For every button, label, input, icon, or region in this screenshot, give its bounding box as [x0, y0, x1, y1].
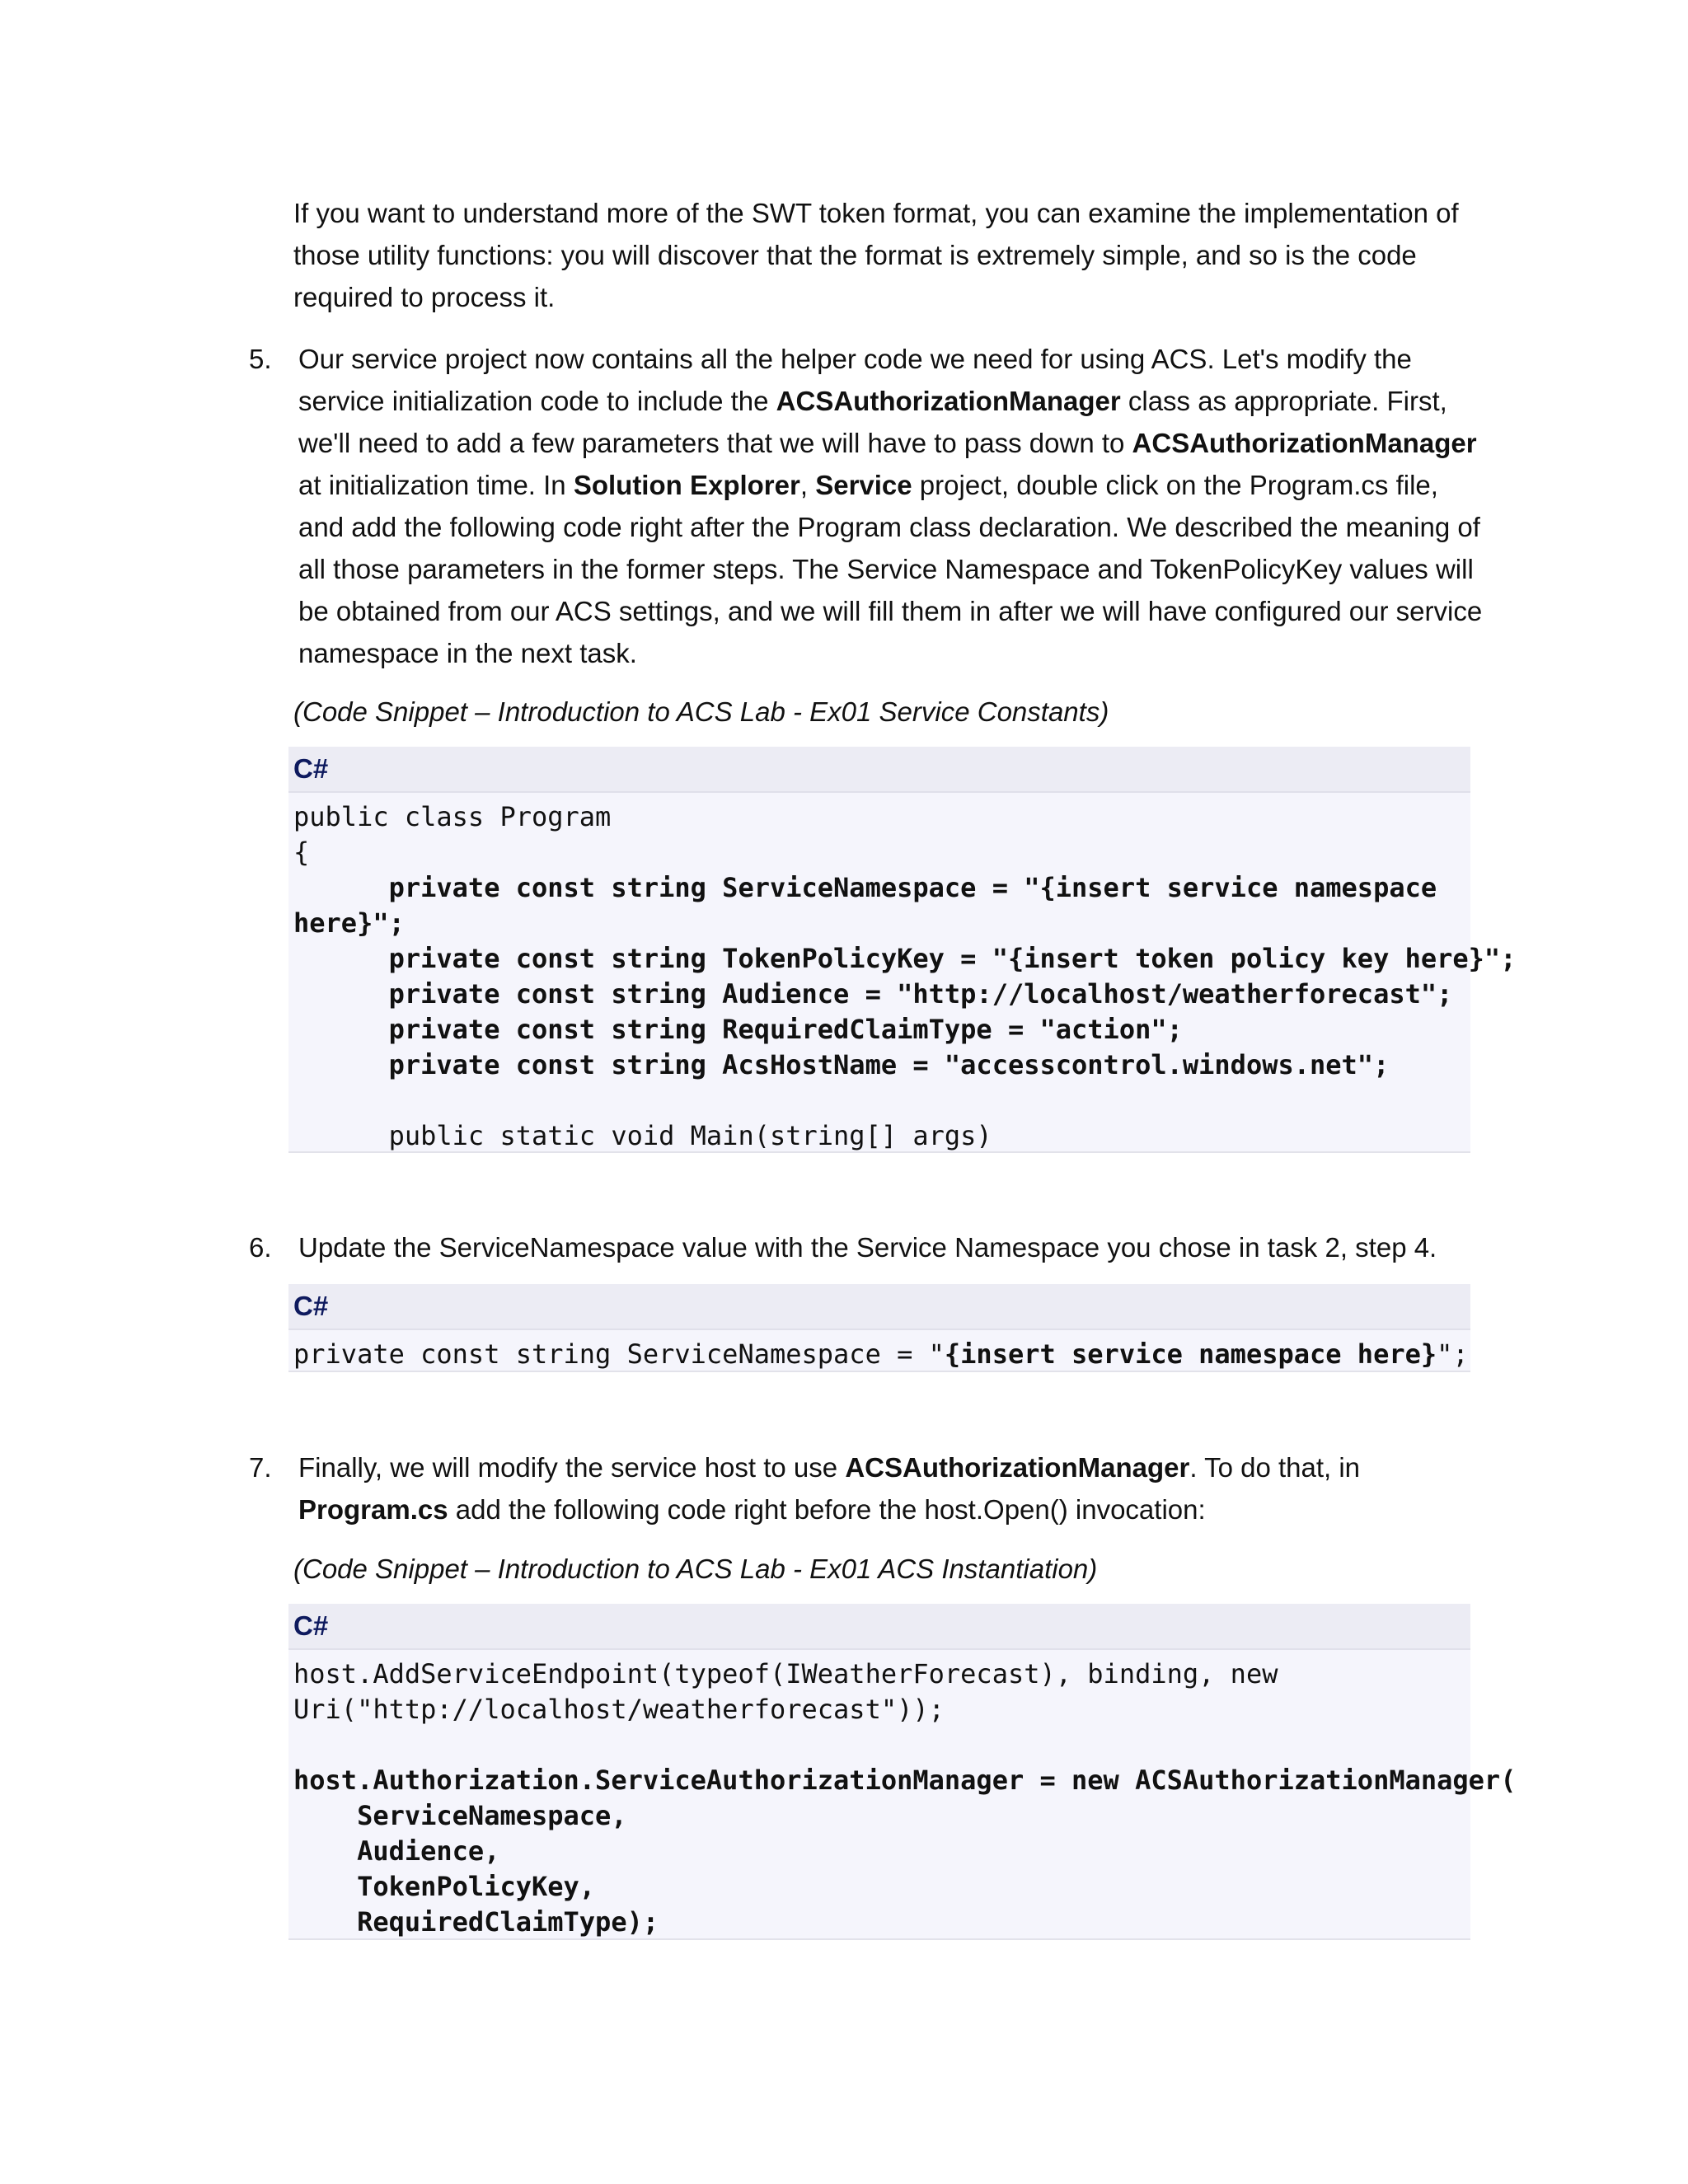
bold-term: Service	[815, 470, 912, 500]
code-run: public static void Main(string[] args)	[293, 1120, 992, 1151]
code-language-label: C#	[288, 747, 1470, 793]
code-run: {	[293, 837, 310, 868]
code-snippet-caption: (Code Snippet – Introduction to ACS Lab - Ex01 ACS Instantiation)	[293, 1554, 1098, 1584]
code-line	[293, 1337, 1470, 1372]
code-bold-run: private const string ServiceNamespace = "{insert service namespace	[293, 872, 1437, 903]
text-run: . To do that, in	[1189, 1452, 1361, 1483]
code-run: host.AddServiceEndpoint(typeof(IWeatherForecast), binding, new	[293, 1658, 1278, 1690]
code-line	[293, 1083, 1470, 1118]
code-line	[293, 1798, 1470, 1834]
step-number: 5.	[249, 344, 272, 374]
text-run: class as appropriate. First, we'll need to add a few parameters that we will have to pass down to	[298, 386, 1447, 458]
code-line	[293, 1012, 1470, 1047]
code-run: ";	[1437, 1338, 1469, 1370]
code-line	[293, 835, 1470, 870]
text-run: Our service project now contains all the helper code we need for using ACS. Let's modify the service initialization code to include the	[298, 344, 1412, 416]
code-content	[288, 1330, 1470, 1372]
intro-paragraph: If you want to understand more of the SWT token format, you can examine the implementation of those utility functions: you will discover that the format is extremely simple, and so is the code required to process it.	[293, 198, 1459, 312]
code-bold-run: private const string RequiredClaimType = "action";	[293, 1014, 1183, 1045]
code-block	[288, 1604, 1517, 1940]
text-run: ,	[799, 470, 816, 500]
code-line	[293, 1869, 1470, 1905]
code-line	[293, 799, 1470, 835]
code-bold-run: here}";	[293, 907, 405, 939]
code-bold-run: private const string AcsHostName = "accesscontrol.windows.net";	[293, 1049, 1390, 1080]
bold-term: ACSAuthorizationManager	[1132, 428, 1477, 458]
code-line	[293, 1727, 1470, 1763]
step-number: 6.	[249, 1232, 272, 1263]
bold-term: ACSAuthorizationManager	[845, 1452, 1190, 1483]
code-bold-run: ServiceNamespace,	[293, 1800, 627, 1831]
code-run: public class Program	[293, 801, 612, 832]
step-text	[298, 1446, 1485, 1530]
code-line	[293, 906, 1470, 941]
code-bold-run: Audience,	[293, 1835, 500, 1867]
text-run: add the following code right before the host.Open() invocation:	[448, 1494, 1206, 1525]
code-bold-run: host.Authorization.ServiceAuthorizationManager = new ACSAuthorizationManager(	[293, 1765, 1517, 1796]
code-line	[293, 1118, 1470, 1154]
code-bold-run: TokenPolicyKey,	[293, 1871, 596, 1902]
code-block	[288, 747, 1517, 1153]
code-content	[288, 1650, 1517, 1940]
step-number: 7.	[249, 1452, 272, 1483]
code-line	[293, 1692, 1470, 1727]
text-run: Finally, we will modify the service host to use	[298, 1452, 846, 1483]
code-line	[293, 1047, 1470, 1083]
code-content	[288, 793, 1517, 1154]
text-run: at initialization time. In	[298, 470, 574, 500]
code-language-label: C#	[288, 1604, 1470, 1650]
code-line	[293, 1763, 1517, 1798]
code-line	[293, 1657, 1470, 1692]
text-run: Update the ServiceNamespace value with the Service Namespace you chose in task 2, step 4.	[298, 1232, 1437, 1263]
code-snippet-caption: (Code Snippet – Introduction to ACS Lab - Ex01 Service Constants)	[293, 696, 1109, 727]
code-bold-run: RequiredClaimType);	[293, 1906, 659, 1938]
step-text	[298, 338, 1485, 674]
code-bold-run: private const string TokenPolicyKey = "{insert token policy key here}";	[293, 943, 1517, 974]
code-line	[293, 977, 1470, 1012]
code-bold-run: private const string Audience = "http://localhost/weatherforecast";	[293, 978, 1453, 1010]
code-line	[293, 1905, 1470, 1940]
code-bold-run: {insert service namespace here}	[944, 1338, 1437, 1370]
code-run: Uri("http://localhost/weatherforecast"));	[293, 1694, 945, 1725]
code-line	[293, 941, 1517, 977]
code-run: private const string ServiceNamespace = "	[293, 1338, 945, 1370]
code-line	[293, 1834, 1470, 1869]
bold-term: ACSAuthorizationManager	[776, 386, 1121, 416]
code-block	[288, 1284, 1470, 1372]
bold-term: Program.cs	[298, 1494, 448, 1525]
bold-term: Solution Explorer	[573, 470, 800, 500]
code-line	[293, 870, 1470, 906]
code-language-label: C#	[288, 1284, 1470, 1330]
step-text	[298, 1226, 1485, 1268]
text-run: project, double click on the Program.cs file, and add the following code right after the Program class declaration. We described the meaning of all those parameters in the former steps. The Service Namespace and TokenPolicyKey values will be obtained from our ACS settings, and we will fill them in after we will have configured our service namespace in the next task.	[298, 470, 1483, 668]
